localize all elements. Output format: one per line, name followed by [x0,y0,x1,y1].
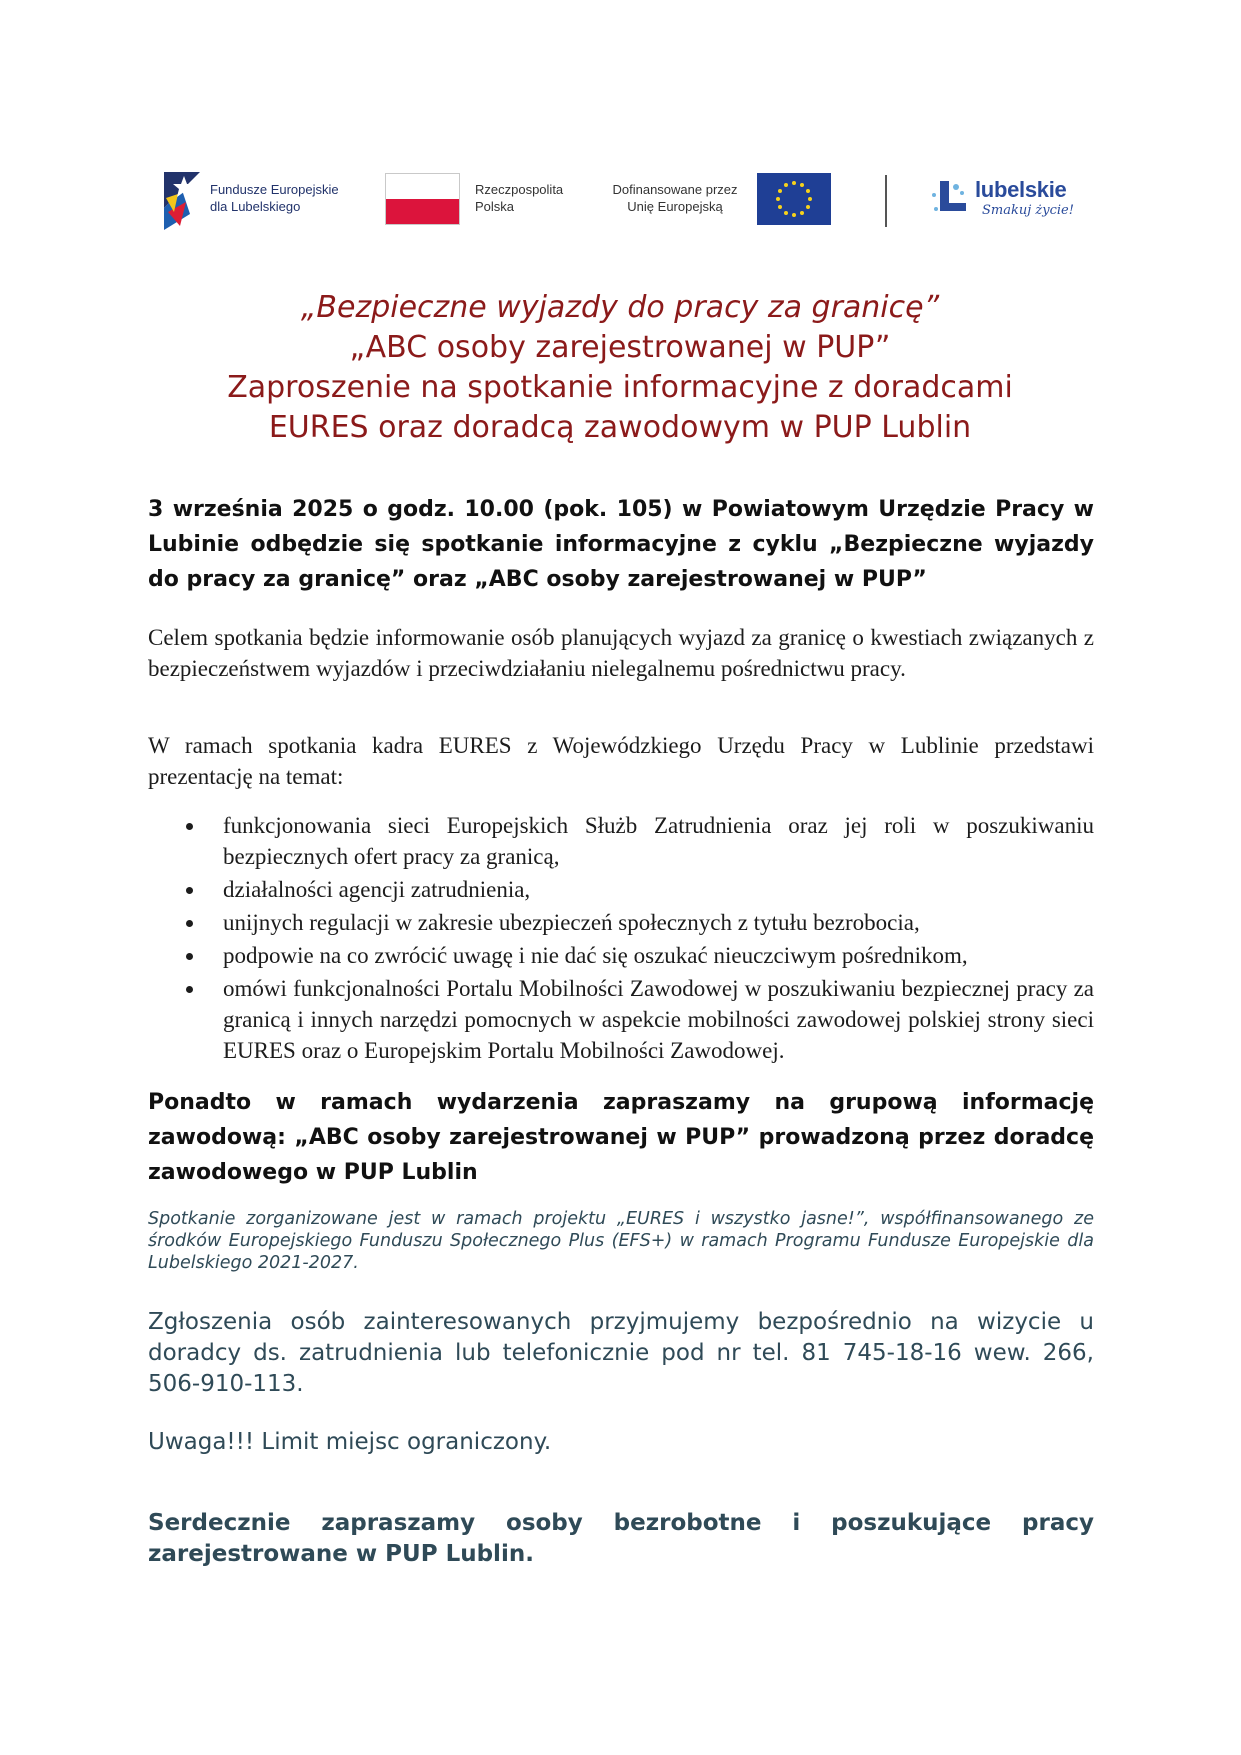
european-funds-logo-icon [160,168,204,234]
lubelskie-slogan: Smakuj życie! [982,203,1074,218]
poland-flag-icon [385,173,460,225]
eu-flag-icon [757,173,831,225]
career-info-lead: Ponadto w ramach wydarzenia zapraszamy na grupową informację zawodową: „ABC osoby zarejestrowanej w PUP” prowadzoną przez doradcę zawodowego w PUP Lublin [148,1090,1094,1185]
project-note: Spotkanie zorganizowane jest w ramach projektu „EURES i wszystko jasne!”, współfinansowanego ze środków Europejskiego Funduszu Społecznego Plus (EFS+) w ramach Programu Fundusze Europejskie dla Lubelskiego 2021-2027. [148,1209,1094,1273]
topics-list [148,810,1094,1068]
list-item: omówi funkcjonalności Portalu Mobilności Zawodowej w poszukiwaniu bezpiecznej pracy za granicą i innych narzędzi pomocnych w aspekcie mobilności zawodowej polskiej strony sieci EURES oraz o Europejskim Portalu Mobilności Zawodowej. [148,973,1094,1066]
title-line-3: Zaproszenie na spotkanie informacyjne z doradcami [227,370,1013,405]
lubelskie-label: lubelskie [975,177,1067,202]
warning-text: Uwaga!!! Limit miejsc ograniczony. [148,1429,552,1455]
eu-cofinanced-label: Dofinansowane przez Unię Europejską [612,182,738,214]
european-funds-label: Fundusze Europejskie dla Lubelskiego [210,182,339,214]
list-item: unijnych regulacji w zakresie ubezpieczeń społecznych z tytułu bezrobocia, [148,907,1094,938]
list-item: podpowie na co zwrócić uwagę i nie dać się oszukać nieuczciwym pośrednikom, [148,940,1094,971]
logo-divider [885,175,887,227]
title-line-4: EURES oraz doradcą zawodowym w PUP Lublin [268,410,972,445]
event-lead: 3 września 2025 o godz. 10.00 (pok. 105) w Powiatowym Urzędzie Pracy w Lubinie odbędzie się spotkanie informacyjne z cyklu „Bezpieczne wyjazdy do pracy za granicę” oraz „ABC osoby zarejestrowanej w PUP” [148,497,1094,592]
title-block [120,288,1120,448]
contact-paragraph: Zgłoszenia osób zainteresowanych przyjmujemy bezpośrednio na wizycie u doradcy ds. zatrudnienia lub telefonicznie pod nr tel. 81 745-18-16 wew. 266, 506-910-113. [148,1309,1094,1397]
list-item: funkcjonowania sieci Europejskich Służb Zatrudnienia oraz jej roli w poszukiwaniu bezpiecznych ofert pracy za granicą, [148,810,1094,872]
purpose-paragraph: Celem spotkania będzie informowanie osób planujących wyjazd za granicę o kwestiach związanych z bezpieczeństwem wyjazdów i przeciwdziałaniu nielegalnemu pośrednictwu pracy. [148,625,1094,681]
list-item: działalności agencji zatrudnienia, [148,874,1094,905]
title-line-1: „Bezpieczne wyjazdy do pracy za granicę” [300,290,940,325]
presentation-paragraph: W ramach spotkania kadra EURES z Wojewódzkiego Urzędu Pracy w Lublinie przedstawi prezentację na temat: [148,733,1094,789]
logo-bar [160,165,1080,240]
poland-label: Rzeczpospolita Polska [475,182,564,214]
closing-invitation: Serdecznie zapraszamy osoby bezrobotne i poszukujące pracy zarejestrowane w PUP Lublin. [148,1510,1094,1567]
lubelskie-logo-icon [930,175,978,219]
title-line-2: „ABC osoby zarejestrowanej w PUP” [349,330,891,365]
